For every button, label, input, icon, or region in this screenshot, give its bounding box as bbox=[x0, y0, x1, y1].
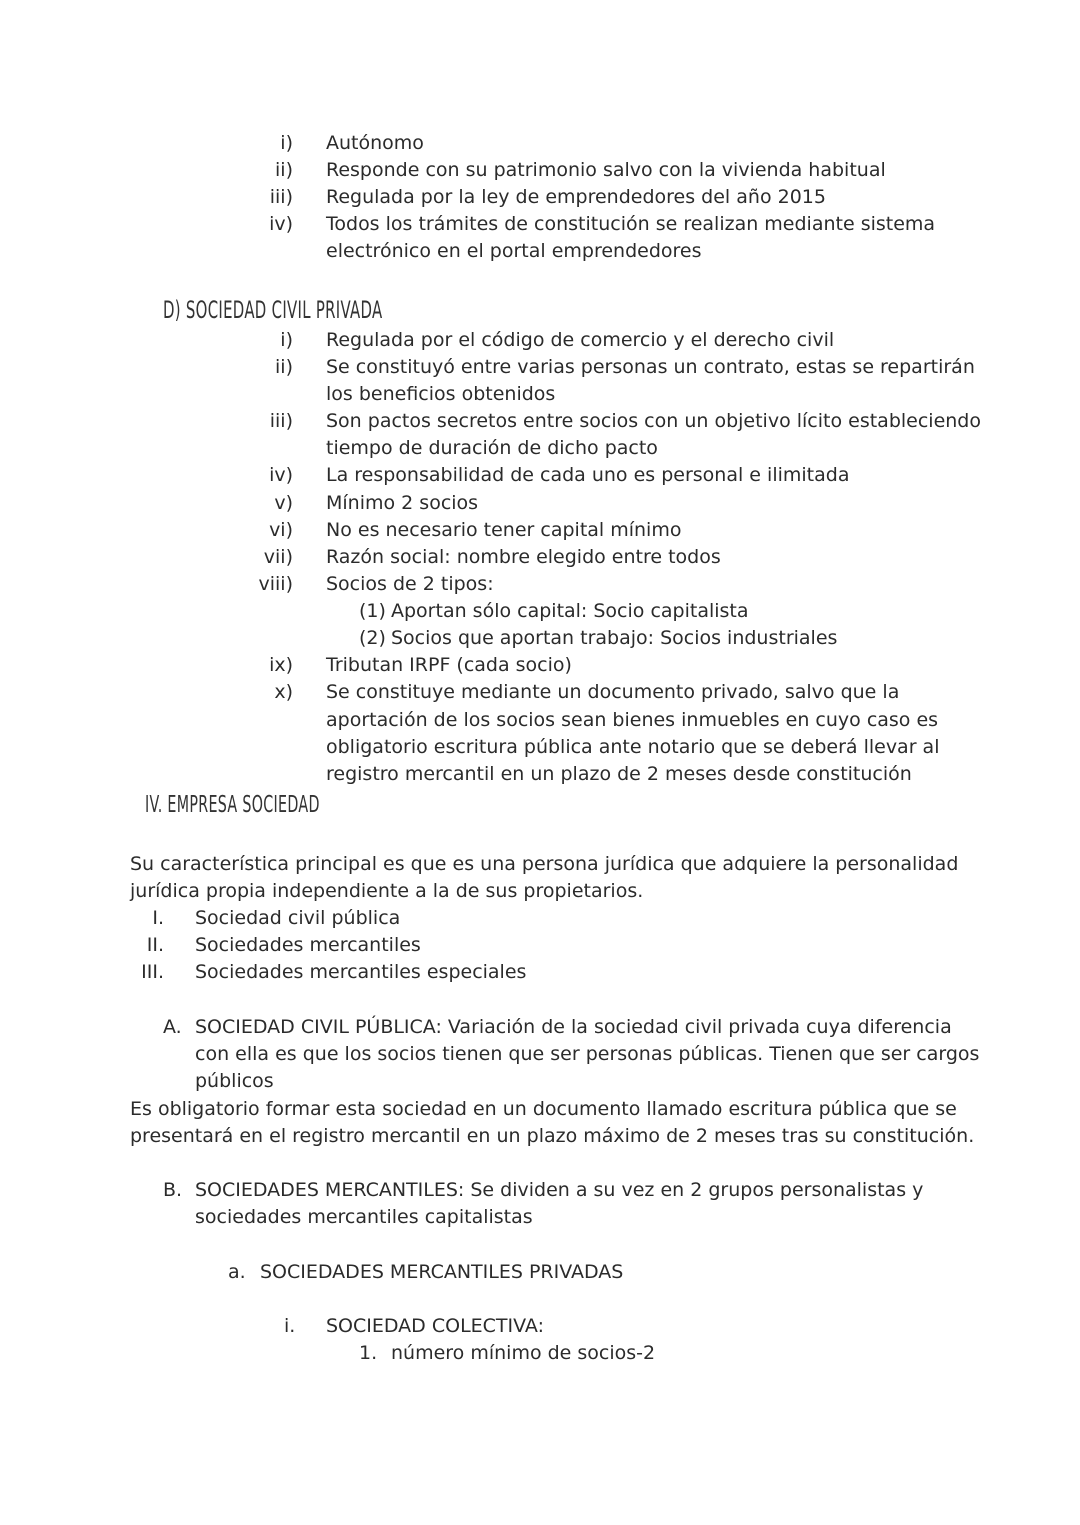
item-a-num: A. bbox=[163, 1016, 182, 1038]
list-d-text: La responsabilidad de cada uno es personal e ilimitada bbox=[326, 464, 850, 486]
list-d-text: No es necesario tener capital mínimo bbox=[326, 519, 682, 541]
list-d-text: Tributan IRPF (cada socio) bbox=[326, 654, 572, 676]
item-b-a-num: a. bbox=[228, 1261, 246, 1283]
list-c-text: Regulada por la ley de emprendedores del año 2015 bbox=[326, 186, 826, 208]
roman-num: II. bbox=[146, 934, 164, 956]
list-d-text: registro mercantil en un plazo de 2 meses desde constitución bbox=[326, 763, 912, 785]
list-d-text: Mínimo 2 socios bbox=[326, 492, 479, 514]
list-d-num: iv) bbox=[269, 464, 293, 486]
roman-text: Sociedades mercantiles bbox=[195, 934, 421, 956]
list-d-num: i) bbox=[280, 329, 293, 351]
item-a-text: con ella es que los socios tienen que ser personas públicas. Tienen que ser cargos bbox=[195, 1043, 980, 1065]
list-c-num: iv) bbox=[269, 213, 293, 235]
list-d-num: viii) bbox=[258, 573, 293, 595]
list-d-num: vi) bbox=[269, 519, 293, 541]
list-d-num: vii) bbox=[263, 546, 293, 568]
paragraph-a: Es obligatorio formar esta sociedad en un documento llamado escritura pública que se bbox=[130, 1098, 957, 1120]
list-d-text: Socios de 2 tipos: bbox=[326, 573, 494, 595]
list-c-text: electrónico en el portal emprendedores bbox=[326, 240, 702, 262]
list-c-text: Autónomo bbox=[326, 132, 424, 154]
sublist-text: Socios que aportan trabajo: Socios industriales bbox=[391, 627, 838, 649]
list-d-num: iii) bbox=[269, 410, 293, 432]
section-heading-iv: IV. EMPRESA SOCIEDAD bbox=[145, 792, 320, 818]
list-d-num: v) bbox=[274, 492, 293, 514]
list-d-text: los beneficios obtenidos bbox=[326, 383, 556, 405]
item-b-a-text: SOCIEDADES MERCANTILES PRIVADAS bbox=[260, 1261, 624, 1283]
item-a-text: SOCIEDAD CIVIL PÚBLICA: Variación de la sociedad civil privada cuya diferencia bbox=[195, 1016, 952, 1038]
list-d-num: x) bbox=[274, 681, 293, 703]
sublist-num: (1) bbox=[359, 600, 386, 622]
item-b-a-i-1-num: 1. bbox=[359, 1342, 378, 1364]
section-heading-d: D) SOCIEDAD CIVIL PRIVADA bbox=[163, 296, 383, 324]
item-b-text: SOCIEDADES MERCANTILES: Se dividen a su vez en 2 grupos personalistas y bbox=[195, 1179, 924, 1201]
item-b-a-i-num: i. bbox=[284, 1315, 296, 1337]
sublist-text: Aportan sólo capital: Socio capitalista bbox=[391, 600, 749, 622]
item-b-num: B. bbox=[163, 1179, 183, 1201]
list-d-text: Se constituye mediante un documento privado, salvo que la bbox=[326, 681, 900, 703]
list-d-text: obligatorio escritura pública ante notario que se deberá llevar al bbox=[326, 736, 940, 758]
sublist-num: (2) bbox=[359, 627, 386, 649]
item-a-text: públicos bbox=[195, 1070, 274, 1092]
list-c-num: i) bbox=[280, 132, 293, 154]
list-d-text: Razón social: nombre elegido entre todos bbox=[326, 546, 721, 568]
list-d-text: aportación de los socios sean bienes inmuebles en cuyo caso es bbox=[326, 709, 939, 731]
list-c-text: Responde con su patrimonio salvo con la vivienda habitual bbox=[326, 159, 886, 181]
list-d-text: Se constituyó entre varias personas un contrato, estas se repartirán bbox=[326, 356, 975, 378]
item-b-a-i-text: SOCIEDAD COLECTIVA: bbox=[326, 1315, 544, 1337]
list-d-num: ix) bbox=[269, 654, 293, 676]
roman-text: Sociedad civil pública bbox=[195, 907, 401, 929]
roman-num: I. bbox=[152, 907, 164, 929]
list-d-text: Regulada por el código de comercio y el derecho civil bbox=[326, 329, 835, 351]
roman-text: Sociedades mercantiles especiales bbox=[195, 961, 527, 983]
list-d-text: Son pactos secretos entre socios con un objetivo lícito estableciendo bbox=[326, 410, 981, 432]
item-b-a-i-1-text: número mínimo de socios-2 bbox=[391, 1342, 656, 1364]
list-d-num: ii) bbox=[275, 356, 293, 378]
list-d-text: tiempo de duración de dicho pacto bbox=[326, 437, 658, 459]
paragraph-a: presentará en el registro mercantil en un plazo máximo de 2 meses tras su constitución. bbox=[130, 1125, 975, 1147]
intro-paragraph: Su característica principal es que es una persona jurídica que adquiere la personalidad bbox=[130, 853, 959, 875]
list-c-num: ii) bbox=[275, 159, 293, 181]
list-c-num: iii) bbox=[269, 186, 293, 208]
list-c-text: Todos los trámites de constitución se realizan mediante sistema bbox=[326, 213, 936, 235]
item-b-text: sociedades mercantiles capitalistas bbox=[195, 1206, 533, 1228]
intro-paragraph: jurídica propia independiente a la de sus propietarios. bbox=[130, 880, 644, 902]
roman-num: III. bbox=[141, 961, 164, 983]
